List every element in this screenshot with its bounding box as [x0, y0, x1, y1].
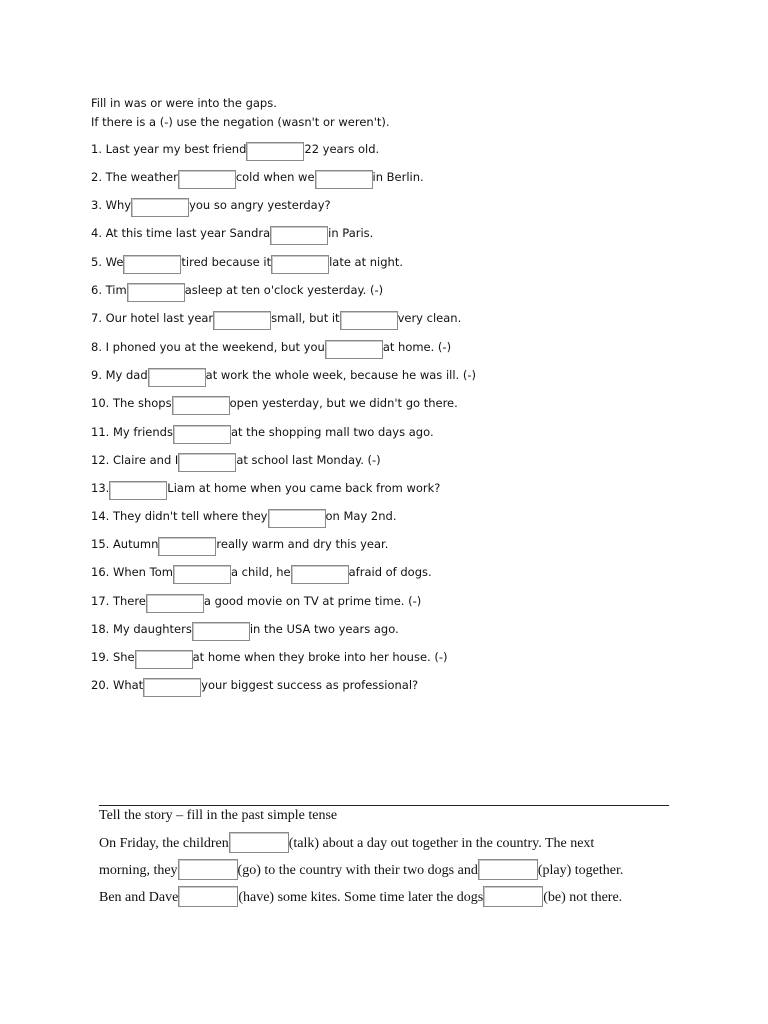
- answer-gap[interactable]: [109, 481, 167, 500]
- exercise-text: 17. There: [91, 594, 146, 608]
- exercise-text: in Paris.: [328, 226, 374, 240]
- exercise-20: [91, 675, 418, 695]
- answer-gap[interactable]: [143, 678, 201, 697]
- exercise-text: on May 2nd.: [325, 509, 397, 523]
- answer-gap[interactable]: [268, 509, 326, 528]
- exercise-text: you so angry yesterday?: [189, 198, 331, 212]
- exercise-text: at the shopping mall two days ago.: [230, 425, 434, 439]
- answer-gap[interactable]: [291, 565, 349, 584]
- exercise-text: Liam at home when you came back from work?: [167, 481, 441, 495]
- story-text: Ben and Dave: [99, 890, 179, 905]
- answer-gap[interactable]: [315, 170, 373, 189]
- exercise-text: 4. At this time last year Sandra: [91, 226, 271, 240]
- story-text: On Friday, the children: [99, 836, 229, 851]
- answer-gap[interactable]: [270, 226, 328, 245]
- exercise-2: [91, 167, 424, 187]
- exercise-text: 22 years old.: [304, 142, 380, 156]
- story-title: Tell the story – fill in the past simple tense: [99, 808, 338, 823]
- exercise-19: [91, 647, 447, 667]
- exercise-text: afraid of dogs.: [348, 565, 432, 579]
- answer-gap[interactable]: [325, 340, 383, 359]
- story-text: morning, they: [99, 863, 178, 878]
- exercise-text: asleep at ten o'clock yesterday. (-): [184, 283, 384, 297]
- exercise-text: in Berlin.: [372, 170, 424, 184]
- answer-gap[interactable]: [127, 283, 185, 302]
- exercise-text: small, but it: [271, 311, 340, 325]
- exercise-text: very clean.: [397, 311, 462, 325]
- exercise-text: 18. My daughters: [91, 622, 192, 636]
- exercise-7: [91, 308, 461, 328]
- exercise-text: 2. The weather: [91, 170, 178, 184]
- answer-gap[interactable]: [178, 170, 236, 189]
- answer-gap[interactable]: [192, 622, 250, 641]
- story-text: (be) not there.: [543, 890, 623, 905]
- exercise-text: tired because it: [181, 255, 272, 269]
- story-text: (have) some kites. Some time later the dogs: [238, 890, 484, 905]
- answer-gap[interactable]: [173, 565, 231, 584]
- exercise-text: at school last Monday. (-): [236, 453, 381, 467]
- exercise-text: your biggest success as professional?: [201, 678, 419, 692]
- exercise-10: [91, 393, 458, 413]
- answer-gap[interactable]: [148, 368, 206, 387]
- exercise-text: really warm and dry this year.: [216, 537, 389, 551]
- exercise-4: [91, 223, 373, 243]
- exercise-9: [91, 365, 476, 385]
- exercise-text: 12. Claire and I: [91, 453, 179, 467]
- exercise-text: 19. She: [91, 650, 135, 664]
- exercise-5: [91, 252, 403, 272]
- answer-gap[interactable]: [483, 886, 543, 907]
- answer-gap[interactable]: [271, 255, 329, 274]
- exercise-13: [91, 478, 440, 498]
- story-line-2: [99, 859, 623, 881]
- answer-gap[interactable]: [340, 311, 398, 330]
- answer-gap[interactable]: [173, 425, 231, 444]
- exercise-14: [91, 506, 396, 526]
- exercise-text: late at night.: [329, 255, 404, 269]
- exercise-text: at home when they broke into her house. (-): [192, 650, 448, 664]
- answer-gap[interactable]: [158, 537, 216, 556]
- exercise-text: at home. (-): [382, 340, 452, 354]
- exercise-8: [91, 337, 451, 357]
- story-text: (go) to the country with their two dogs and: [237, 863, 478, 878]
- exercise-12: [91, 450, 381, 470]
- exercise-text: 20. What: [91, 678, 144, 692]
- exercise-text: open yesterday, but we didn't go there.: [229, 396, 458, 410]
- exercise-text: 11. My friends: [91, 425, 173, 439]
- exercise-16: [91, 562, 432, 582]
- answer-gap[interactable]: [178, 886, 238, 907]
- answer-gap[interactable]: [135, 650, 193, 669]
- exercise-text: cold when we: [235, 170, 315, 184]
- exercise-text: 7. Our hotel last year: [91, 311, 214, 325]
- exercise-text: 5. We: [91, 255, 124, 269]
- answer-gap[interactable]: [478, 859, 538, 880]
- exercise-15: [91, 534, 388, 554]
- exercise-1: [91, 139, 379, 159]
- story-text: (talk) about a day out together in the country. The next: [288, 836, 595, 851]
- exercise-text: a good movie on TV at prime time. (-): [203, 594, 422, 608]
- answer-gap[interactable]: [123, 255, 181, 274]
- exercise-18: [91, 619, 399, 639]
- answer-gap[interactable]: [246, 142, 304, 161]
- story-text: (play) together.: [537, 863, 624, 878]
- exercise-text: 13.: [91, 481, 110, 495]
- exercise-text: in the USA two years ago.: [249, 622, 399, 636]
- exercise-text: 6. Tim: [91, 283, 127, 297]
- exercise-text: 9. My dad: [91, 368, 148, 382]
- answer-gap[interactable]: [146, 594, 204, 613]
- exercise-17: [91, 591, 421, 611]
- answer-gap[interactable]: [172, 396, 230, 415]
- exercise-6: [91, 280, 383, 300]
- instruction-line-1: Fill in was or were into the gaps.: [91, 96, 277, 110]
- exercise-11: [91, 422, 434, 442]
- answer-gap[interactable]: [229, 832, 289, 853]
- exercise-text: 14. They didn't tell where they: [91, 509, 268, 523]
- answer-gap[interactable]: [131, 198, 189, 217]
- instruction-line-2: If there is a (-) use the negation (wasn't or weren't).: [91, 115, 390, 129]
- instructions: [91, 94, 390, 132]
- exercise-text: 8. I phoned you at the weekend, but you: [91, 340, 325, 354]
- exercise-text: 3. Why: [91, 198, 132, 212]
- exercise-text: a child, he: [230, 565, 291, 579]
- exercise-text: 1. Last year my best friend: [91, 142, 247, 156]
- answer-gap[interactable]: [213, 311, 271, 330]
- story-line-3: [99, 886, 622, 908]
- story-line-1: [99, 832, 594, 854]
- answer-gap[interactable]: [178, 453, 236, 472]
- exercise-text: at work the whole week, because he was ill. (-): [205, 368, 476, 382]
- answer-gap[interactable]: [178, 859, 238, 880]
- exercise-text: 15. Autumn: [91, 537, 159, 551]
- exercise-text: 16. When Tom: [91, 565, 173, 579]
- exercise-3: [91, 195, 331, 215]
- exercise-text: 10. The shops: [91, 396, 172, 410]
